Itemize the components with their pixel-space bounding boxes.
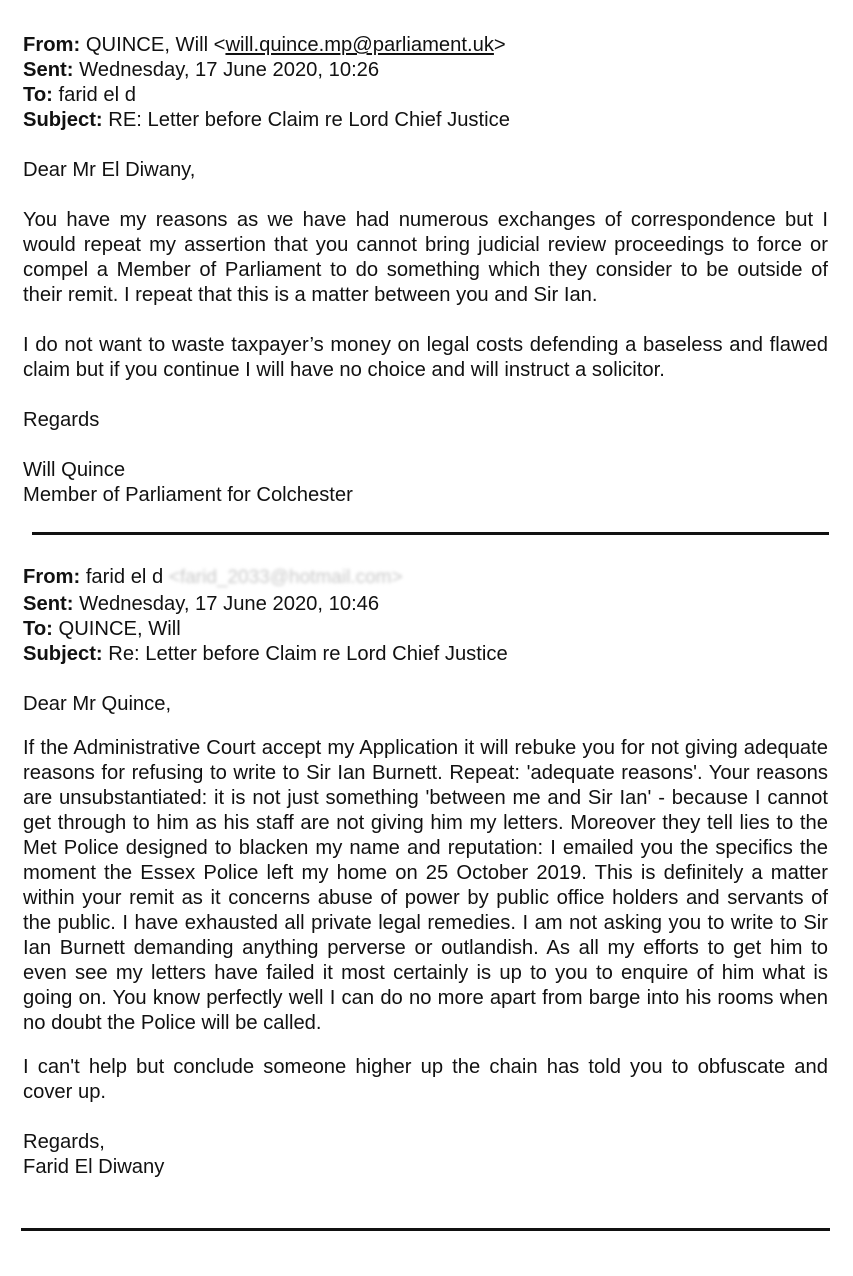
- to-label: To:: [23, 84, 53, 106]
- greeting: Dear Mr El Diwany,: [23, 159, 196, 181]
- to-line: [23, 617, 828, 642]
- from-label: From:: [23, 566, 81, 588]
- to-label: To:: [23, 618, 53, 640]
- from-line: [23, 565, 828, 592]
- message-divider: [21, 1228, 830, 1231]
- signature-name: Farid El Diwany: [23, 1156, 165, 1178]
- greeting: Dear Mr Quince,: [23, 693, 172, 715]
- redacted-sender-email: <farid_2033@hotmail.com>: [168, 567, 403, 588]
- signature-name: Will Quince: [23, 459, 126, 481]
- sender-name: QUINCE, Will <: [85, 34, 226, 56]
- sent-line: [23, 58, 828, 83]
- from-label: From:: [23, 34, 81, 56]
- subject-text: Re: Letter before Claim re Lord Chief Justice: [108, 643, 508, 665]
- signoff: Regards: [23, 409, 100, 431]
- signoff: Regards,: [23, 1131, 105, 1153]
- sent-line: [23, 592, 828, 617]
- body-paragraph: If the Administrative Court accept my Application it will rebuke you for not giving adequate reasons for refusing to write to Sir Ian Burnett. Repeat: 'adequate reasons'. Your reasons are unsubstantiated: it is not just something 'between me and Sir Ian' - because I cannot get through to him as his staff are not giving him my letters. Moreover they tell lies to the Met Police designed to blacken my name and reputation: I emailed you the specifics the moment the Essex Police left my home on 25 October 2019. This is definitely a matter within your remit as it concerns abuse of power by public office holders and servants of the public. I have exhausted all private legal remedies. I am not asking you to write to Sir Ian Burnett demanding anything perverse or outlandish. As all my efforts to get him to even see my letters have failed it most certainly is up to you to enquire of him what is going on. You know perfectly well I can do no more apart from barge into his rooms when no doubt the Police will be called.: [23, 737, 828, 1034]
- sent-date: Wednesday, 17 June 2020, 10:26: [79, 59, 380, 81]
- sent-label: Sent:: [23, 593, 74, 615]
- from-line: [23, 33, 828, 58]
- email-message-2: [23, 565, 828, 1180]
- recipient-name: farid el d: [58, 84, 136, 106]
- message-divider: [32, 532, 829, 535]
- signature-title: Member of Parliament for Colchester: [23, 484, 353, 506]
- subject-line: [23, 108, 828, 133]
- sent-date: Wednesday, 17 June 2020, 10:46: [79, 593, 380, 615]
- sent-label: Sent:: [23, 59, 74, 81]
- body-paragraph: I can't help but conclude someone higher up the chain has told you to obfuscate and cover up.: [23, 1056, 828, 1103]
- body-paragraph: I do not want to waste taxpayer’s money on legal costs defending a baseless and flawed claim but if you continue I will have no choice and will instruct a solicitor.: [23, 334, 828, 381]
- email-message-1: [23, 33, 828, 508]
- sender-email-close: >: [493, 34, 506, 56]
- sender-name: farid el d: [85, 566, 164, 588]
- subject-line: [23, 642, 828, 667]
- recipient-name: QUINCE, Will: [58, 618, 181, 640]
- subject-label: Subject:: [23, 109, 103, 131]
- subject-text: RE: Letter before Claim re Lord Chief Justice: [108, 109, 510, 131]
- subject-label: Subject:: [23, 643, 103, 665]
- to-line: [23, 83, 828, 108]
- body-paragraph: You have my reasons as we have had numerous exchanges of correspondence but I would repeat my assertion that you cannot bring judicial review proceedings to force or compel a Member of Parliament to do something which they consider to be outside of their remit. I repeat that this is a matter between you and Sir Ian.: [23, 209, 828, 306]
- sender-email-link[interactable]: will.quince.mp@parliament.uk: [225, 34, 494, 56]
